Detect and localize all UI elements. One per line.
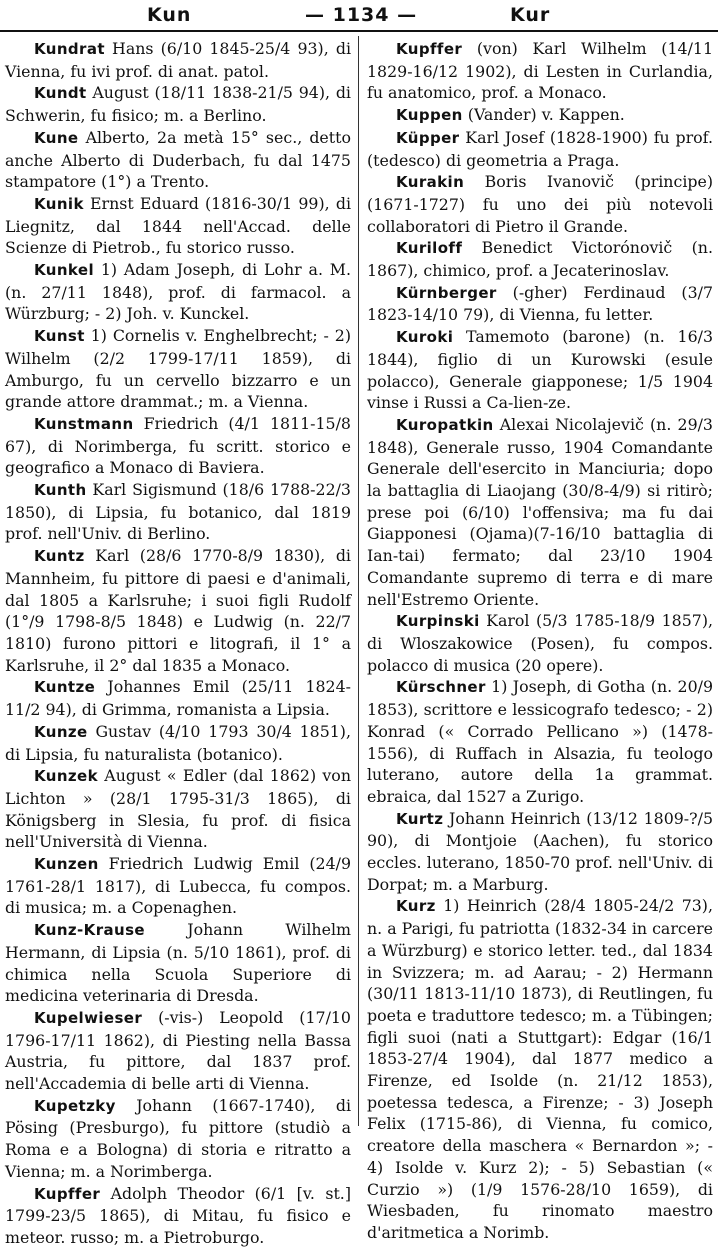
dictionary-entry [367, 808, 713, 896]
left-column [5, 38, 351, 1249]
dictionary-entry [5, 127, 351, 193]
entry-text: Friedrich (4/1 1811-15/8 67), di Norimberga, fu scritt. storico e geografico a Monaco di Baviera. [5, 413, 351, 478]
entry-text: 1) Joseph, di Gotha (n. 20/9 1853), scrittore e lessicografo tedesco; - 2) Konrad (« Corrado Pellicano ») (1478-1556), di Ruffach in Alsazia, fu teologo luterano, autore della 1a grammat. ebraica, dal 1527 a Zurigo. [367, 677, 713, 806]
right-column [367, 38, 713, 1244]
entry-headword: Kuriloff [396, 239, 463, 258]
entry-headword: Kurtz [396, 809, 444, 828]
entry-text: Gustav (4/10 1793 30/4 1851), di Lipsia, fu naturalista (botanico). [5, 721, 351, 764]
dictionary-entry [5, 853, 351, 919]
entry-text: Benedict Victorónovič (n. 1867), chimico, prof. a Jecaterinoslav. [367, 238, 713, 281]
dictionary-entry [5, 479, 351, 545]
entry-headword: Kürnberger [396, 283, 497, 302]
entry-text: Karl Sigismund (18/6 1788-22/3 1850), di Lipsia, fu botanico, dal 1819 prof. nell'Univ. di Berlino. [5, 480, 351, 544]
dictionary-entry [5, 676, 351, 720]
dictionary-entry [5, 193, 351, 259]
entry-headword: Kundrat [34, 40, 105, 58]
entry-text: Hans (6/10 1845-25/4 93), di Vienna, fu ivi prof. di anat. patol. [5, 39, 351, 81]
dictionary-entry [5, 721, 351, 765]
entry-headword: Kunth [34, 481, 87, 500]
entry-headword: Kundt [34, 84, 87, 103]
entry-text: Ernst Eduard (1816-30/1 99), di Liegnitz, dal 1844 nell'Accad. delle Scienze di Pietrob., fu storico russo. [5, 193, 351, 258]
header-left-keyword: Kun [147, 4, 192, 26]
entry-headword: Kunkel [34, 261, 95, 280]
entry-text: Johannes Emil (25/11 1824-11/2 94), di Grimma, romanista a Lipsia. [5, 677, 351, 720]
entry-text: (von) Karl Wilhelm (14/11 1829-16/12 1902), di Lesten in Curlandia, fu anatomico, prof. a Monaco. [367, 39, 713, 103]
dictionary-entry [367, 282, 713, 326]
page-header [0, 0, 718, 32]
dictionary-entry [5, 919, 351, 1007]
dictionary-entry [367, 610, 713, 676]
entry-text: Alexai Nicolajevič (n. 29/3 1848), Generale russo, 1904 Comandante Generale dell'esercito in Manciuria; dopo la battaglia di Liaojang (30/8-4/9) si ritirò; prese poi (6/10) l'offensiva; ma fu dai Giapponesi (Ojama)(7-16/10 battaglia di Ian-tai) fermato; dal 23/10 1904 Comandante supremo di terra e di mare nell'Estremo Oriente. [367, 414, 713, 609]
entry-headword: Kurakin [396, 173, 465, 192]
dictionary-entry [367, 676, 713, 807]
entry-text: 1) Adam Joseph, di Lohr a. M. (n. 27/11 1848), prof. di farmacol. a Würzburg; - 2) Joh. v. Kunckel. [5, 260, 351, 324]
entry-text: (-vis-) Leopold (17/10 1796-17/11 1862), di Piesting nella Bassa Austria, fu pittore, dal 1837 prof. nell'Accademia di belle arti di Vienna. [5, 1007, 351, 1094]
dictionary-entry [367, 326, 713, 414]
dictionary-entry [5, 413, 351, 479]
page-number: — 1134 — [305, 4, 418, 26]
dictionary-entry [5, 1007, 351, 1095]
entry-headword: Kurz [396, 897, 436, 916]
entry-headword: Kupelwieser [34, 1008, 143, 1027]
entry-headword: Kuropatkin [396, 415, 494, 434]
dictionary-entry [367, 127, 713, 171]
dictionary-entry [367, 38, 713, 104]
entry-headword: Kupetzky [34, 1096, 116, 1115]
entry-text: Friedrich Ludwig Emil (24/9 1761-28/1 1817), di Lubecca, fu compos. di musica; m. a Copenaghen. [5, 854, 351, 918]
dictionary-entry [5, 545, 351, 676]
entry-headword: Kunstmann [34, 414, 134, 433]
entry-headword: Kuntze [34, 678, 96, 697]
dictionary-entry [5, 259, 351, 325]
entry-headword: Kune [34, 128, 79, 147]
entry-headword: Kuroki [396, 328, 454, 347]
entry-headword: Küpper [396, 128, 460, 147]
entry-text: Karl (28/6 1770-8/9 1830), di Mannheim, fu pittore di paesi e d'animali, dal 1805 a Karlsruhe; i suoi figli Rudolf (1°/9 1798-8/5 1848) e Ludwig (n. 22/7 1810) furono pittori e litografi, il 1° a Karlsruhe, il 2° dal 1835 a Monaco. [5, 546, 351, 675]
entry-headword: Kunze [34, 722, 88, 741]
entry-headword: Kunzen [34, 855, 99, 874]
entry-text: August (18/11 1838-21/5 94), di Schwerin, fu fisico; m. a Berlino. [5, 83, 351, 126]
entry-text: Boris Ivanovič (principe) (1671-1727) fu uno dei più notevoli collaboratori di Pietro il Grande. [367, 172, 713, 236]
entry-text: Alberto, 2a metà 15° sec., detto anche Alberto di Duderbach, fu dal 1475 stampatore (1°) a Trento. [5, 127, 351, 192]
dictionary-entry [5, 325, 351, 413]
entry-text: August « Edler (dal 1862) von Lichton » (28/1 1795-31/3 1865), di Königsberg in Slesia, fu prof. di fisica nell'Università di Vienna. [5, 766, 351, 852]
entry-headword: Kurpinski [396, 612, 480, 631]
dictionary-entry [5, 1095, 351, 1183]
entry-headword: Kuntz [34, 547, 85, 566]
entry-text: Tamemoto (barone) (n. 16/3 1844), figlio di un Kurowski (esule polacco), Generale giapponese; 1/5 1904 vinse i Russi a Ca-lien-ze. [367, 327, 713, 413]
dictionary-entry [5, 1183, 351, 1249]
entry-text: 1) Heinrich (28/4 1805-24/2 73), n. a Parigi, fu patriotta (1832-34 in carcere a Würzburg) e storico letter. ted., dal 1834 in Svizzera; m. ad Aarau; - 2) Hermann (30/11 1813-11/10 1873), di Reutlingen, fu poeta e traduttore tedesco; m. a Tübingen; figli suoi (nati a Stuttgart): Edgar (16/1 1853-27/4 1904), dal 1877 medico a Firenze, ed Isolde (n. 21/12 1853), poetessa tedesca, a Firenze; - 3) Joseph Felix (1715-86), di Vienna, fu comico, creatore della maschera « Bernardon »; - 4) Isolde v. Kurz 2); - 5) Sebastian (« Curzio ») (1/9 1576-28/10 1659), di Wiesbaden, fu rinomato maestro d'aritmetica a Norimb. [367, 896, 713, 1242]
entry-text: (-gher) Ferdinaud (3/7 1823-14/10 79), di Vienna, fu letter. [367, 282, 713, 325]
column-divider [358, 36, 359, 1126]
entry-headword: Kunz-Krause [34, 921, 145, 940]
dictionary-entry [367, 414, 713, 610]
entry-text: 1) Cornelis v. Enghelbrecht; - 2) Wilhelm (2/2 1799-17/11 1859), di Amburgo, fu un cervello bizzarro e un grande attore drammat.; m. a Vienna. [5, 326, 351, 412]
dictionary-entry [367, 171, 713, 237]
dictionary-entry [5, 765, 351, 853]
entry-headword: Kupffer [34, 1184, 101, 1203]
entry-text: Johann Wilhelm Hermann, di Lipsia (n. 5/10 1861), prof. di chimica nella Scuola Superiore di medicina veterinaria di Dresda. [5, 920, 351, 1006]
header-right-keyword: Kur [510, 4, 551, 26]
entry-headword: Kuppen [396, 106, 463, 125]
entry-text: Karol (5/3 1785-18/9 1857), di Wloszakowice (Posen), fu compos. polacco di musica (20 opere). [367, 611, 713, 675]
entry-text: Johann Heinrich (13/12 1809-?/5 90), di Montjoie (Aachen), fu storico eccles. luterano, 1850-70 prof. nell'Univ. di Dorpat; m. a Marburg. [367, 808, 713, 894]
dictionary-entry [5, 38, 351, 82]
entry-text: Adolph Theodor (6/1 [v. st.] 1799-23/5 1865), di Mitau, fu fisico e meteor. russo; m. a Pietroburgo. [5, 1183, 351, 1247]
entry-headword: Kunik [34, 194, 84, 213]
dictionary-entry [367, 104, 713, 127]
dictionary-entry [367, 895, 713, 1243]
entry-headword: Kunst [34, 327, 85, 346]
entry-headword: Kunzek [34, 767, 98, 786]
dictionary-entry [367, 237, 713, 281]
entry-text: Karl Josef (1828-1900) fu prof. (tedesco) di geometria a Praga. [367, 127, 713, 170]
entry-text: Johann (1667-1740), di Pösing (Presburgo), fu pittore (studiò a Roma e a Bologna) di storia e ritratto a Vienna; m. a Norimberga. [5, 1095, 351, 1181]
entry-headword: Kupffer [396, 40, 463, 58]
dictionary-entry [5, 82, 351, 126]
entry-headword: Kürschner [396, 678, 486, 697]
entry-text: (Vander) v. Kappen. [462, 105, 625, 125]
